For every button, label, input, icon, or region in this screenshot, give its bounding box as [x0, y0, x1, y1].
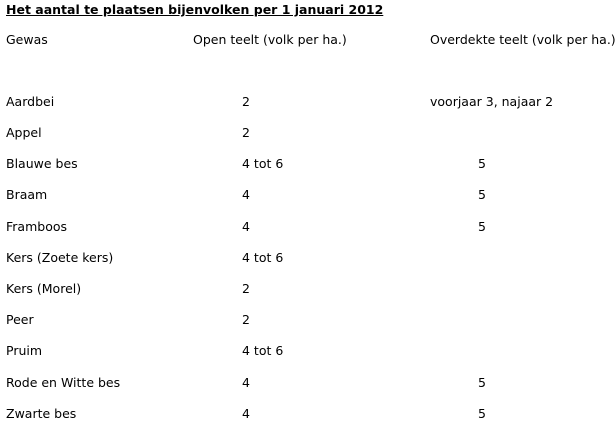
crop-name: Blauwe bes	[6, 156, 78, 171]
crop-name: Zwarte bes	[6, 406, 77, 421]
table-row	[0, 125, 616, 143]
open-cultivation-value: 4 tot 6	[242, 343, 284, 358]
open-cultivation-value: 2	[242, 125, 250, 140]
table-header	[0, 32, 616, 50]
document-title: Het aantal te plaatsen bijenvolken per 1 januari 2012	[6, 2, 384, 17]
covered-cultivation-value: 5	[478, 219, 486, 234]
table-row	[0, 375, 616, 393]
table-row	[0, 187, 616, 205]
table-row	[0, 94, 616, 112]
crop-name: Peer	[6, 312, 34, 327]
table-row	[0, 343, 616, 361]
crop-name: Aardbei	[6, 94, 55, 109]
open-cultivation-value: 2	[242, 312, 250, 327]
open-cultivation-value: 4 tot 6	[242, 156, 284, 171]
open-cultivation-value: 4 tot 6	[242, 250, 284, 265]
column-header-covered-cultivation: Overdekte teelt (volk per ha.)	[430, 32, 616, 47]
open-cultivation-value: 4	[242, 406, 250, 421]
open-cultivation-value: 2	[242, 281, 250, 296]
table-row	[0, 156, 616, 174]
crop-name: Braam	[6, 187, 48, 202]
crop-name: Kers (Zoete kers)	[6, 250, 114, 265]
table-row	[0, 406, 616, 424]
table-row	[0, 312, 616, 330]
column-header-crop: Gewas	[6, 32, 48, 47]
table-row	[0, 219, 616, 237]
crop-name: Rode en Witte bes	[6, 375, 121, 390]
open-cultivation-value: 2	[242, 94, 250, 109]
open-cultivation-value: 4	[242, 375, 250, 390]
crop-name: Appel	[6, 125, 42, 140]
crop-name: Pruim	[6, 343, 43, 358]
covered-cultivation-value: 5	[478, 406, 486, 421]
covered-cultivation-value: 5	[478, 187, 486, 202]
crop-name: Kers (Morel)	[6, 281, 82, 296]
open-cultivation-value: 4	[242, 187, 250, 202]
table-row	[0, 281, 616, 299]
open-cultivation-value: 4	[242, 219, 250, 234]
crop-name: Framboos	[6, 219, 67, 234]
covered-cultivation-value: voorjaar 3, najaar 2	[430, 94, 554, 109]
covered-cultivation-value: 5	[478, 375, 486, 390]
column-header-open-cultivation: Open teelt (volk per ha.)	[193, 32, 347, 47]
table-row	[0, 250, 616, 268]
covered-cultivation-value: 5	[478, 156, 486, 171]
